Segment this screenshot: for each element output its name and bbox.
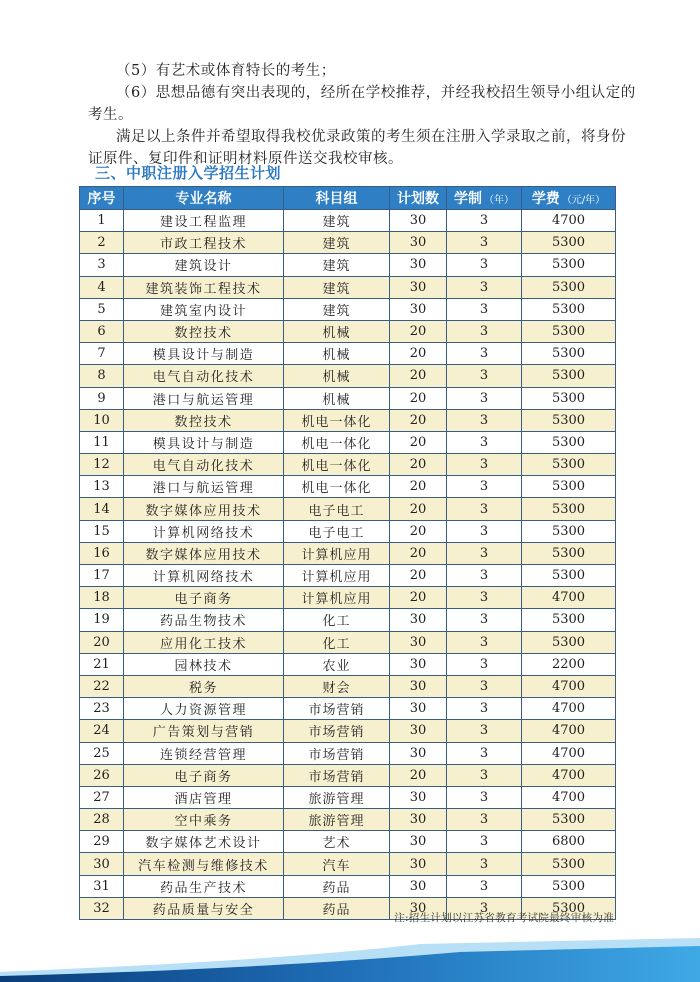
cell-major: 税务 xyxy=(124,675,284,697)
cell-fee: 5300 xyxy=(522,498,616,520)
cell-fee: 5300 xyxy=(522,520,616,542)
cell-years: 3 xyxy=(447,409,522,431)
cell-major: 港口与航运管理 xyxy=(124,476,284,498)
footer-decoration xyxy=(0,938,700,982)
table-row xyxy=(80,454,616,476)
cell-major: 港口与航运管理 xyxy=(124,387,284,409)
cell-major: 电子商务 xyxy=(124,764,284,786)
cell-plan: 20 xyxy=(390,476,447,498)
table-row xyxy=(80,587,616,609)
cell-fee: 5300 xyxy=(522,476,616,498)
cell-major: 药品生产技术 xyxy=(124,875,284,897)
cell-plan: 30 xyxy=(390,232,447,254)
cell-plan: 20 xyxy=(390,587,447,609)
cell-no: 15 xyxy=(80,520,124,542)
table-row xyxy=(80,320,616,342)
cell-major: 数字媒体应用技术 xyxy=(124,542,284,564)
cell-fee: 2200 xyxy=(522,653,616,675)
table-row xyxy=(80,476,616,498)
table-row xyxy=(80,254,616,276)
cell-years: 3 xyxy=(447,520,522,542)
cell-years: 3 xyxy=(447,232,522,254)
cell-years: 3 xyxy=(447,498,522,520)
cell-fee: 4700 xyxy=(522,587,616,609)
cell-major: 药品质量与安全 xyxy=(124,897,284,919)
cell-fee: 5300 xyxy=(522,320,616,342)
cell-plan: 30 xyxy=(390,875,447,897)
cell-major: 电气自动化技术 xyxy=(124,365,284,387)
cell-plan: 30 xyxy=(390,631,447,653)
cell-major: 应用化工技术 xyxy=(124,631,284,653)
cell-plan: 20 xyxy=(390,387,447,409)
cell-plan: 20 xyxy=(390,520,447,542)
section-title: 三、中职注册入学招生计划 xyxy=(95,164,282,182)
cell-plan: 30 xyxy=(390,742,447,764)
cell-no: 20 xyxy=(80,631,124,653)
cell-major: 数字媒体应用技术 xyxy=(124,498,284,520)
cell-group: 机械 xyxy=(284,387,390,409)
cell-plan: 30 xyxy=(390,809,447,831)
table-row xyxy=(80,720,616,742)
cell-plan: 30 xyxy=(390,853,447,875)
cell-years: 3 xyxy=(447,587,522,609)
cell-major: 数控技术 xyxy=(124,409,284,431)
intro-item-6: （6）思想品德有突出表现的，经所在学校推荐，并经我校招生领导小组认定的考生。 xyxy=(88,85,636,123)
cell-no: 32 xyxy=(80,897,124,919)
header-plan: 计划数 xyxy=(390,187,447,210)
table-row xyxy=(80,609,616,631)
cell-no: 31 xyxy=(80,875,124,897)
cell-group: 机电一体化 xyxy=(284,454,390,476)
cell-group: 建筑 xyxy=(284,254,390,276)
table-row xyxy=(80,631,616,653)
cell-major: 空中乘务 xyxy=(124,809,284,831)
cell-fee: 5300 xyxy=(522,365,616,387)
cell-major: 汽车检测与维修技术 xyxy=(124,853,284,875)
cell-no: 9 xyxy=(80,387,124,409)
cell-group: 电子电工 xyxy=(284,498,390,520)
cell-group: 财会 xyxy=(284,675,390,697)
cell-plan: 20 xyxy=(390,542,447,564)
cell-fee: 5300 xyxy=(522,609,616,631)
cell-major: 数控技术 xyxy=(124,320,284,342)
cell-years: 3 xyxy=(447,365,522,387)
cell-years: 3 xyxy=(447,542,522,564)
cell-group: 机械 xyxy=(284,365,390,387)
cell-plan: 20 xyxy=(390,498,447,520)
cell-group: 市场营销 xyxy=(284,698,390,720)
cell-fee: 5300 xyxy=(522,387,616,409)
cell-major: 园林技术 xyxy=(124,653,284,675)
cell-no: 10 xyxy=(80,409,124,431)
cell-plan: 20 xyxy=(390,320,447,342)
cell-fee: 5300 xyxy=(522,875,616,897)
table-row xyxy=(80,298,616,320)
header-fee-unit: （元/年） xyxy=(561,195,606,206)
cell-fee: 5300 xyxy=(522,565,616,587)
cell-no: 12 xyxy=(80,454,124,476)
header-fee xyxy=(522,187,616,210)
cell-plan: 30 xyxy=(390,675,447,697)
cell-years: 3 xyxy=(447,720,522,742)
cell-no: 7 xyxy=(80,343,124,365)
cell-group: 计算机应用 xyxy=(284,587,390,609)
cell-group: 机械 xyxy=(284,343,390,365)
cell-plan: 30 xyxy=(390,698,447,720)
cell-plan: 30 xyxy=(390,254,447,276)
cell-plan: 30 xyxy=(390,831,447,853)
cell-no: 8 xyxy=(80,365,124,387)
cell-no: 14 xyxy=(80,498,124,520)
table-row xyxy=(80,764,616,786)
cell-no: 28 xyxy=(80,809,124,831)
cell-group: 汽车 xyxy=(284,853,390,875)
cell-years: 3 xyxy=(447,454,522,476)
cell-group: 市场营销 xyxy=(284,742,390,764)
cell-fee: 5300 xyxy=(522,542,616,564)
cell-years: 3 xyxy=(447,476,522,498)
cell-years: 3 xyxy=(447,320,522,342)
cell-no: 1 xyxy=(80,210,124,232)
cell-no: 22 xyxy=(80,675,124,697)
cell-major: 建设工程监理 xyxy=(124,210,284,232)
cell-major: 建筑装饰工程技术 xyxy=(124,276,284,298)
table-row xyxy=(80,343,616,365)
table-row xyxy=(80,831,616,853)
cell-major: 数字媒体艺术设计 xyxy=(124,831,284,853)
cell-no: 27 xyxy=(80,786,124,808)
cell-years: 3 xyxy=(447,831,522,853)
table-row xyxy=(80,742,616,764)
table-row xyxy=(80,809,616,831)
cell-fee: 4700 xyxy=(522,210,616,232)
cell-years: 3 xyxy=(447,631,522,653)
footnote: 注:招生计划以江苏省教育考试院最终审核为准 xyxy=(394,912,614,924)
cell-years: 3 xyxy=(447,897,522,919)
cell-no: 11 xyxy=(80,431,124,453)
cell-plan: 30 xyxy=(390,298,447,320)
cell-fee: 4700 xyxy=(522,720,616,742)
cell-years: 3 xyxy=(447,609,522,631)
cell-group: 化工 xyxy=(284,631,390,653)
cell-fee: 4700 xyxy=(522,764,616,786)
cell-group: 建筑 xyxy=(284,232,390,254)
table-row xyxy=(80,786,616,808)
cell-major: 模具设计与制造 xyxy=(124,343,284,365)
cell-no: 24 xyxy=(80,720,124,742)
table-row xyxy=(80,431,616,453)
cell-fee: 5300 xyxy=(522,343,616,365)
cell-group: 农业 xyxy=(284,653,390,675)
header-years-unit: （年） xyxy=(484,195,514,206)
cell-no: 29 xyxy=(80,831,124,853)
cell-no: 4 xyxy=(80,276,124,298)
cell-fee: 5300 xyxy=(522,232,616,254)
cell-plan: 20 xyxy=(390,409,447,431)
intro-paragraph: 满足以上条件并希望取得我校优录政策的考生须在注册入学录取之前，将身份证原件、复印件和证明材料原件送交我校审核。 xyxy=(88,129,626,167)
cell-fee: 5300 xyxy=(522,631,616,653)
cell-years: 3 xyxy=(447,276,522,298)
table-row xyxy=(80,875,616,897)
cell-group: 市场营销 xyxy=(284,764,390,786)
cell-group: 旅游管理 xyxy=(284,786,390,808)
cell-major: 电气自动化技术 xyxy=(124,454,284,476)
cell-major: 建筑设计 xyxy=(124,254,284,276)
cell-major: 连锁经营管理 xyxy=(124,742,284,764)
cell-years: 3 xyxy=(447,786,522,808)
cell-years: 3 xyxy=(447,698,522,720)
cell-group: 艺术 xyxy=(284,831,390,853)
cell-fee: 5300 xyxy=(522,298,616,320)
cell-no: 23 xyxy=(80,698,124,720)
cell-plan: 20 xyxy=(390,764,447,786)
table-header-row xyxy=(80,187,616,210)
cell-plan: 30 xyxy=(390,210,447,232)
cell-years: 3 xyxy=(447,675,522,697)
cell-fee: 4700 xyxy=(522,698,616,720)
header-years xyxy=(447,187,522,210)
cell-plan: 20 xyxy=(390,431,447,453)
cell-fee: 4700 xyxy=(522,675,616,697)
table-row xyxy=(80,409,616,431)
cell-group: 计算机应用 xyxy=(284,565,390,587)
cell-years: 3 xyxy=(447,343,522,365)
cell-group: 机电一体化 xyxy=(284,476,390,498)
cell-fee: 5300 xyxy=(522,454,616,476)
cell-fee: 5300 xyxy=(522,431,616,453)
cell-fee: 5300 xyxy=(522,809,616,831)
header-group: 科目组 xyxy=(284,187,390,210)
cell-major: 酒店管理 xyxy=(124,786,284,808)
table-row xyxy=(80,387,616,409)
cell-no: 26 xyxy=(80,764,124,786)
cell-plan: 20 xyxy=(390,365,447,387)
cell-no: 3 xyxy=(80,254,124,276)
cell-no: 30 xyxy=(80,853,124,875)
cell-group: 机械 xyxy=(284,320,390,342)
cell-group: 旅游管理 xyxy=(284,809,390,831)
cell-no: 21 xyxy=(80,653,124,675)
cell-group: 电子电工 xyxy=(284,520,390,542)
cell-group: 机电一体化 xyxy=(284,409,390,431)
cell-group: 建筑 xyxy=(284,298,390,320)
cell-years: 3 xyxy=(447,809,522,831)
cell-years: 3 xyxy=(447,742,522,764)
cell-years: 3 xyxy=(447,853,522,875)
cell-plan: 30 xyxy=(390,276,447,298)
cell-years: 3 xyxy=(447,298,522,320)
table-body xyxy=(80,210,616,920)
cell-major: 电子商务 xyxy=(124,587,284,609)
cell-group: 建筑 xyxy=(284,210,390,232)
cell-plan: 20 xyxy=(390,565,447,587)
intro-item-5: （5）有艺术或体育特长的考生； xyxy=(116,63,336,79)
table-row xyxy=(80,698,616,720)
header-no: 序号 xyxy=(80,187,124,210)
table-row xyxy=(80,653,616,675)
cell-major: 建筑室内设计 xyxy=(124,298,284,320)
cell-years: 3 xyxy=(447,387,522,409)
cell-group: 计算机应用 xyxy=(284,542,390,564)
cell-no: 5 xyxy=(80,298,124,320)
cell-plan: 20 xyxy=(390,454,447,476)
cell-no: 18 xyxy=(80,587,124,609)
enrollment-plan-table xyxy=(79,186,616,920)
cell-plan: 30 xyxy=(390,653,447,675)
cell-no: 6 xyxy=(80,320,124,342)
cell-major: 市政工程技术 xyxy=(124,232,284,254)
cell-group: 建筑 xyxy=(284,276,390,298)
table-row xyxy=(80,542,616,564)
cell-fee: 5300 xyxy=(522,254,616,276)
cell-major: 广告策划与营销 xyxy=(124,720,284,742)
cell-major: 计算机网络技术 xyxy=(124,565,284,587)
cell-no: 17 xyxy=(80,565,124,587)
cell-no: 13 xyxy=(80,476,124,498)
header-fee-label: 学费 xyxy=(531,191,560,207)
cell-years: 3 xyxy=(447,254,522,276)
cell-group: 药品 xyxy=(284,897,390,919)
cell-major: 人力资源管理 xyxy=(124,698,284,720)
cell-fee: 5300 xyxy=(522,276,616,298)
cell-years: 3 xyxy=(447,764,522,786)
header-major: 专业名称 xyxy=(124,187,284,210)
cell-group: 化工 xyxy=(284,609,390,631)
cell-no: 2 xyxy=(80,232,124,254)
table-row xyxy=(80,276,616,298)
cell-years: 3 xyxy=(447,565,522,587)
table-row xyxy=(80,498,616,520)
cell-no: 16 xyxy=(80,542,124,564)
cell-group: 机电一体化 xyxy=(284,431,390,453)
cell-group: 药品 xyxy=(284,875,390,897)
table-row xyxy=(80,675,616,697)
header-years-label: 学制 xyxy=(454,191,482,207)
cell-years: 3 xyxy=(447,431,522,453)
cell-fee: 5300 xyxy=(522,409,616,431)
cell-major: 计算机网络技术 xyxy=(124,520,284,542)
cell-years: 3 xyxy=(447,210,522,232)
cell-plan: 30 xyxy=(390,897,447,919)
cell-fee: 5300 xyxy=(522,897,616,919)
cell-fee: 6800 xyxy=(522,831,616,853)
cell-fee: 4700 xyxy=(522,742,616,764)
cell-plan: 30 xyxy=(390,786,447,808)
table-row xyxy=(80,365,616,387)
table-row xyxy=(80,520,616,542)
cell-fee: 4700 xyxy=(522,786,616,808)
cell-major: 模具设计与制造 xyxy=(124,431,284,453)
table-row xyxy=(80,210,616,232)
cell-years: 3 xyxy=(447,653,522,675)
table-row xyxy=(80,232,616,254)
table-row xyxy=(80,853,616,875)
table-row xyxy=(80,565,616,587)
cell-plan: 20 xyxy=(390,343,447,365)
cell-plan: 30 xyxy=(390,720,447,742)
cell-years: 3 xyxy=(447,875,522,897)
cell-fee: 5300 xyxy=(522,853,616,875)
cell-no: 19 xyxy=(80,609,124,631)
cell-no: 25 xyxy=(80,742,124,764)
cell-plan: 30 xyxy=(390,609,447,631)
cell-major: 药品生物技术 xyxy=(124,609,284,631)
intro-text xyxy=(88,60,636,170)
cell-group: 市场营销 xyxy=(284,720,390,742)
